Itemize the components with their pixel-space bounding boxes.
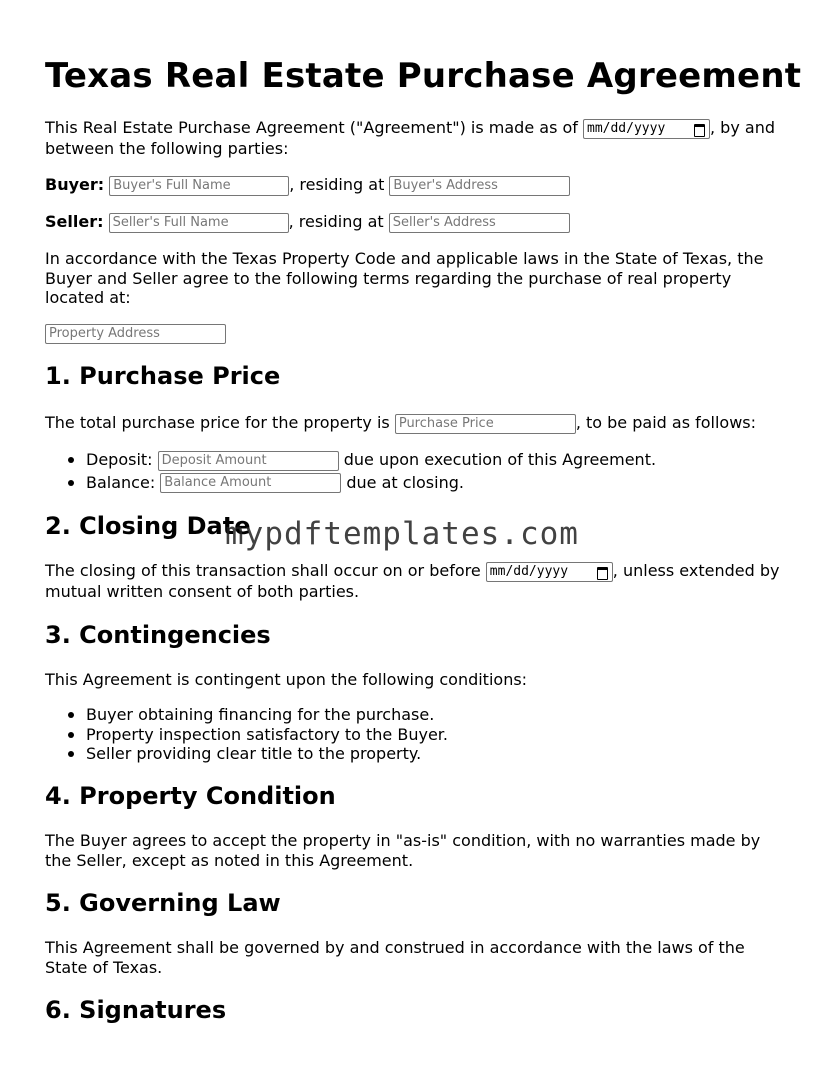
- buyer-address-input[interactable]: Buyer's Address: [389, 176, 570, 196]
- purchase-price-input[interactable]: Purchase Price: [395, 414, 576, 434]
- deposit-text-after: due upon execution of this Agreement.: [338, 450, 657, 469]
- list-item: Seller providing clear title to the property.: [45, 744, 448, 764]
- calendar-icon[interactable]: [694, 124, 705, 137]
- purchase-price-line: [45, 413, 780, 434]
- property-address-line: [45, 323, 780, 344]
- balance-amount-input[interactable]: Balance Amount: [160, 473, 341, 493]
- intro-text-after: , by and between the following parties:: [45, 118, 775, 158]
- property-address-input[interactable]: Property Address: [45, 324, 226, 344]
- page-title: Texas Real Estate Purchase Agreement: [45, 56, 802, 96]
- seller-label: Seller:: [45, 212, 104, 231]
- purchase-price-text-after: , to be paid as follows:: [575, 413, 757, 432]
- watermark-text: mypdftemplates.com: [225, 516, 579, 552]
- accordance-paragraph: In accordance with the Texas Property Code and applicable laws in the State of Texas, the Buyer and Seller agree to the following terms regarding the purchase of real property located at:: [45, 249, 764, 307]
- calendar-icon[interactable]: [597, 567, 608, 580]
- closing-text-after: , unless extended by mutual written consent of both parties.: [45, 561, 780, 601]
- section-heading-contingencies: 3. Contingencies: [45, 621, 271, 649]
- seller-line: [45, 212, 780, 233]
- section-heading-signatures: 6. Signatures: [45, 996, 227, 1024]
- buyer-residing-text: , residing at: [289, 175, 390, 194]
- agreement-date-placeholder: mm/dd/yyyy: [587, 120, 666, 136]
- seller-address-input[interactable]: Seller's Address: [389, 213, 570, 233]
- closing-text-before: The closing of this transaction shall occur on or before: [45, 561, 486, 580]
- seller-name-input[interactable]: Seller's Full Name: [109, 213, 289, 233]
- section-heading-purchase-price: 1. Purchase Price: [45, 362, 281, 390]
- payment-list: [45, 450, 656, 493]
- balance-label: Balance:: [86, 472, 161, 492]
- section-heading-closing-date: 2. Closing Date: [45, 512, 251, 540]
- list-item: [45, 473, 656, 494]
- list-item: Buyer obtaining financing for the purchase.: [45, 705, 448, 725]
- contingencies-list: [45, 705, 448, 764]
- property-condition-paragraph: The Buyer agrees to accept the property in "as-is" condition, with no warranties made by the Seller, except as noted in this Agreement.: [45, 831, 761, 870]
- closing-date-placeholder: mm/dd/yyyy: [489, 563, 569, 579]
- buyer-line: [45, 175, 780, 196]
- intro-text-before: This Real Estate Purchase Agreement ("Agreement") is made as of: [45, 118, 583, 137]
- contingencies-intro: This Agreement is contingent upon the following conditions:: [45, 670, 528, 689]
- agreement-date-input[interactable]: [583, 119, 710, 139]
- list-item: [45, 450, 656, 471]
- buyer-label: Buyer:: [45, 175, 105, 194]
- intro-paragraph: [45, 118, 780, 158]
- deposit-amount-input[interactable]: Deposit Amount: [158, 451, 339, 471]
- seller-residing-text: , residing at: [288, 212, 389, 231]
- balance-text-after: due at closing.: [341, 472, 464, 492]
- list-item: Property inspection satisfactory to the Buyer.: [45, 725, 448, 745]
- section-heading-governing-law: 5. Governing Law: [45, 889, 281, 917]
- buyer-name-input[interactable]: Buyer's Full Name: [109, 176, 289, 196]
- deposit-label: Deposit:: [86, 450, 158, 469]
- closing-date-input[interactable]: [486, 562, 613, 582]
- section-heading-property-condition: 4. Property Condition: [45, 782, 336, 810]
- purchase-price-text-before: The total purchase price for the property is: [45, 413, 395, 432]
- governing-law-paragraph: This Agreement shall be governed by and construed in accordance with the laws of the State of Texas.: [45, 938, 745, 977]
- closing-date-paragraph: [45, 561, 780, 601]
